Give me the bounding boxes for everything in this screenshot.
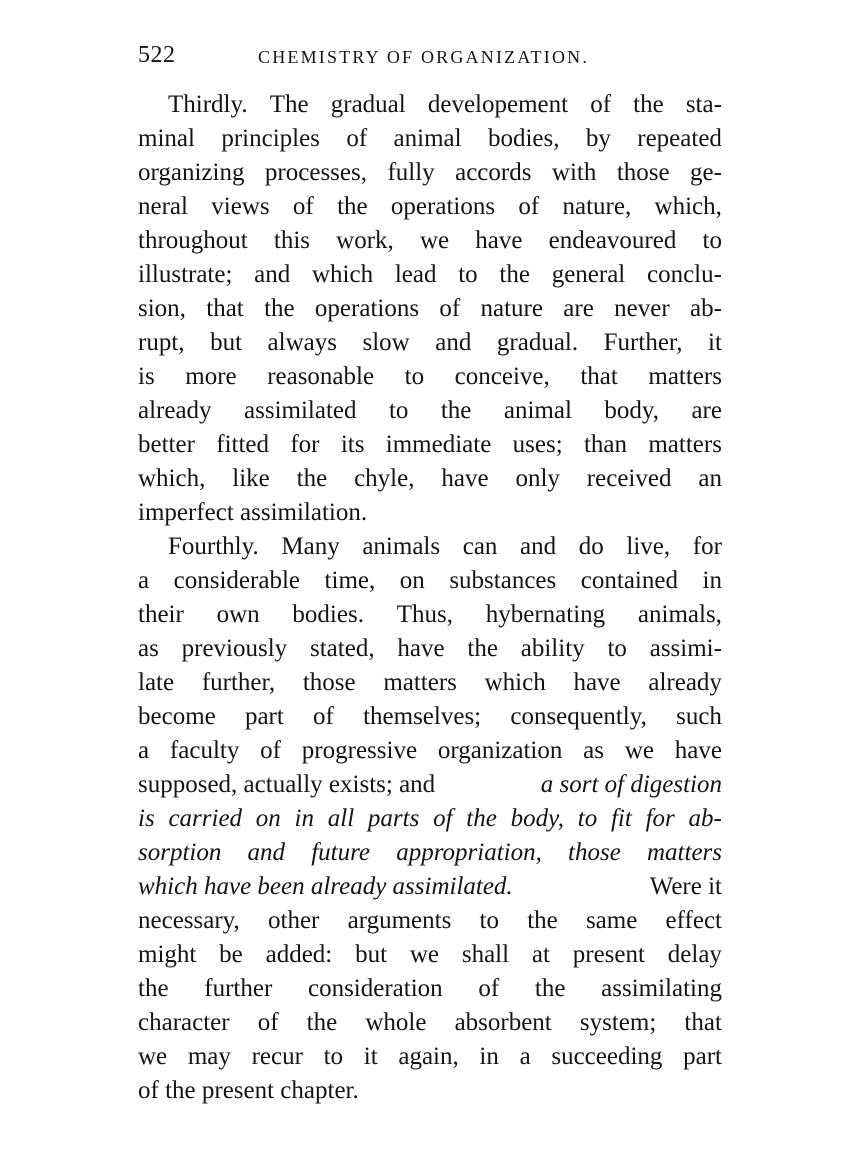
text-line: which, like the chyle, have only received an xyxy=(138,465,722,492)
text-line: already assimilated to the animal body, are xyxy=(138,397,722,424)
text-line: imperfect assimilation. xyxy=(138,499,368,526)
page-number: 522 xyxy=(138,42,176,68)
text-line: become part of themselves; consequently, such xyxy=(138,703,722,730)
running-head xyxy=(138,42,722,76)
italic-segment: a sort of digestion xyxy=(540,771,722,798)
body-text xyxy=(138,88,722,1108)
text-line: late further, those matters which have already xyxy=(138,669,722,696)
italic-text-line: sorption and future appropriation, those matters xyxy=(138,839,722,866)
roman-segment: Were it xyxy=(637,873,722,900)
text-line: as previously stated, have the ability to assimi- xyxy=(138,635,722,662)
text-line: throughout this work, we have endeavoured to xyxy=(138,227,722,254)
text-line: organizing processes, fully accords with those ge- xyxy=(138,159,722,186)
text-line: Thirdly. The gradual developement of the sta- xyxy=(168,91,722,118)
text-line: their own bodies. Thus, hybernating animals, xyxy=(138,601,722,628)
roman-segment: supposed, actually exists; and xyxy=(138,771,442,798)
text-line: rupt, but always slow and gradual. Further, it xyxy=(138,329,722,356)
text-line: is more reasonable to conceive, that matters xyxy=(138,363,722,390)
text-line: minal principles of animal bodies, by repeated xyxy=(138,125,722,152)
text-line: necessary, other arguments to the same effect xyxy=(138,907,722,934)
text-line: better fitted for its immediate uses; than matters xyxy=(138,431,722,458)
italic-segment: which have been already assimilated. xyxy=(138,873,513,900)
text-line: a faculty of progressive organization as we have xyxy=(138,737,722,764)
italic-text-line: is carried on in all parts of the body, to fit for ab- xyxy=(138,805,722,832)
text-line-mixed xyxy=(138,768,722,802)
text-line: Fourthly. Many animals can and do live, for xyxy=(168,533,722,560)
text-line: illustrate; and which lead to the general conclu- xyxy=(138,261,722,288)
text-line: of the present chapter. xyxy=(138,1077,359,1104)
text-line: might be added: but we shall at present delay xyxy=(138,941,722,968)
text-line: character of the whole absorbent system; that xyxy=(138,1009,722,1036)
text-line: sion, that the operations of nature are never ab- xyxy=(138,295,722,322)
text-line: a considerable time, on substances contained in xyxy=(138,567,722,594)
text-line-mixed xyxy=(138,870,722,904)
text-line: we may recur to it again, in a succeeding part xyxy=(138,1043,722,1070)
text-line: neral views of the operations of nature, which, xyxy=(138,193,722,220)
running-title: CHEMISTRY OF ORGANIZATION. xyxy=(258,47,590,67)
text-line: the further consideration of the assimilating xyxy=(138,975,722,1002)
